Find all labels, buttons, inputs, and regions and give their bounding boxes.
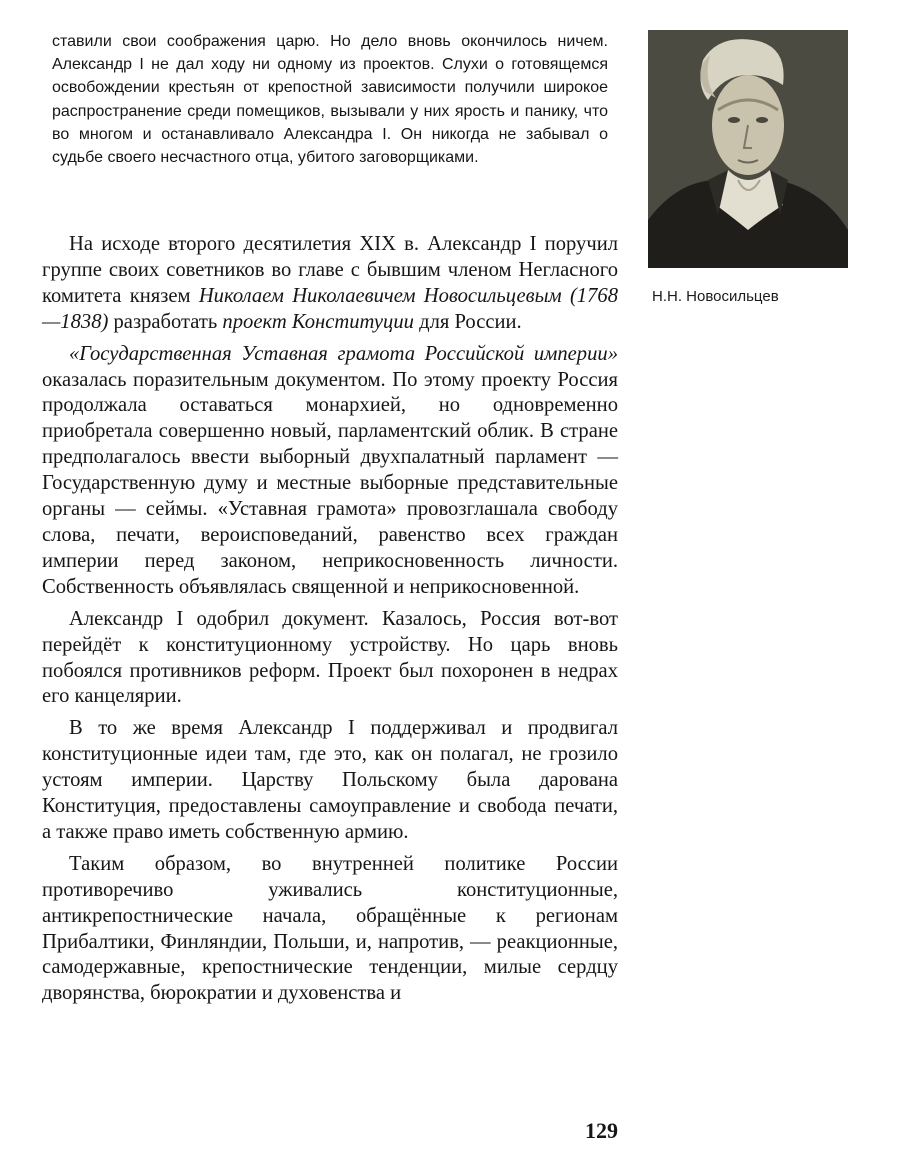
intro-text: ставили свои соображения царю. Но дело вновь окончилось ничем. Александр I не дал ходу ни одному из проектов. Слухи о готовящемся освобождении крестьян от крепостной зависимости получили широкое распространение среди помещиков, вызывали у них ярость и панику, что во многом и останавливало Александра I. Он никогда не забывал о судьбе своего несчастного отца, убитого заговорщиками.: [52, 33, 608, 167]
paragraph-1-text-c: для России.: [413, 310, 522, 333]
paragraph-1-project: проект Конституции: [222, 310, 414, 333]
paragraph-2-text: оказалась поразительным документом. По этому проекту Россия продолжала оставаться монархией, но одновременно приобретала совершенно новый, парламентский облик. В стране предполагалось ввести выборный двухпалатный парламент — Государственную думу и местные выборные представительные органы — сеймы. «Уставная грамота» провозглашала свободу слова, печати, вероисповеданий, равенство всех граждан империи перед законом, неприкосновенность личности. Собственность объявлялась священной и неприкосновенной.: [42, 368, 618, 598]
paragraph-5: Таким образом, во внутренней политике России противоречиво уживались конституционные, антикрепостнические начала, обращённые к регионам Прибалтики, Финляндии, Польши, и, напротив, — реакционные, самодержавные, крепостнические тенденции, милые сердцу дворянства, бюрократии и духовенства и: [42, 852, 618, 1005]
portrait-caption: Н.Н. Новосильцев: [652, 288, 779, 305]
paragraph-3: Александр I одобрил документ. Казалось, Россия вот-вот перейдёт к конституционному устройству. Но царь вновь побоялся противников реформ. Проект был похоронен в недрах его канцелярии.: [42, 607, 618, 708]
paragraph-1: [42, 232, 618, 336]
main-text: [42, 232, 618, 1013]
paragraph-1-text-b: разработать: [108, 310, 223, 333]
paragraph-1-text-a: На исходе второго десятилетия XIX в. Александр I поручил группе своих советников во главе с бывшим членом Негласного комитета князем: [42, 233, 618, 307]
page-number: 129: [585, 1118, 618, 1143]
paragraph-2: [42, 342, 618, 601]
portrait-illustration: [648, 30, 848, 268]
paragraph-4: В то же время Александр I поддерживал и продвигал конституционные идеи там, где это, как он полагал, не грозило устоям империи. Царству Польскому была дарована Конституция, предоставлены самоуправление и свобода печати, а также право иметь собственную армию.: [42, 717, 618, 843]
paragraph-2-title: «Государственная Уставная грамота Российской империи»: [69, 342, 618, 365]
paragraph-1-name: Николаем Николаевичем Новосильцевым (1768—1838): [42, 284, 618, 333]
portrait-image: [648, 30, 848, 268]
